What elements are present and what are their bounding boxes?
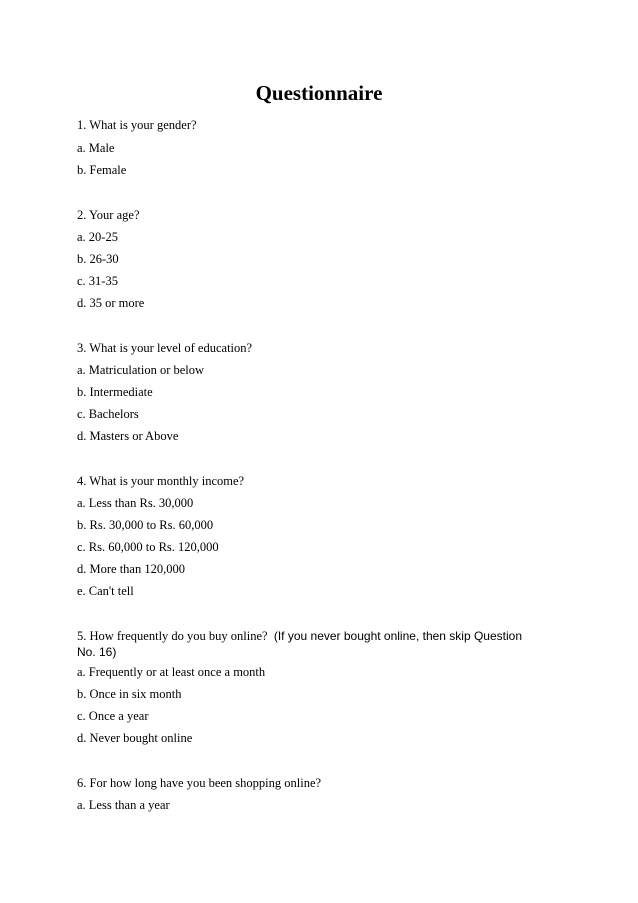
question-4-option-b: b. Rs. 30,000 to Rs. 60,000 [77, 518, 214, 532]
question-4-option-a: a. Less than Rs. 30,000 [77, 496, 194, 510]
question-5-option-c: c. Once a year [77, 709, 149, 723]
question-5-text [77, 628, 522, 644]
question-5-option-d: d. Never bought online [77, 731, 193, 745]
question-1-option-b: b. Female [77, 163, 127, 177]
question-4-option-c: c. Rs. 60,000 to Rs. 120,000 [77, 540, 219, 554]
page-title: Questionnaire [255, 81, 383, 105]
question-4-option-d: d. More than 120,000 [77, 562, 185, 576]
question-5-note-line1: (If you never bought online, then skip Question [273, 629, 522, 643]
question-3-option-c: c. Bachelors [77, 407, 139, 421]
question-2-option-c: c. 31-35 [77, 274, 118, 288]
question-3-option-a: a. Matriculation or below [77, 363, 205, 377]
question-5-note-line2: No. 16) [77, 645, 117, 659]
question-2-text: 2. Your age? [77, 208, 140, 222]
question-5-main: 5. How frequently do you buy online? [77, 629, 268, 643]
question-3-option-b: b. Intermediate [77, 385, 153, 399]
question-2-option-d: d. 35 or more [77, 296, 145, 310]
question-4-text: 4. What is your monthly income? [77, 474, 245, 488]
question-1-text: 1. What is your gender? [77, 118, 197, 132]
question-1-option-a: a. Male [77, 141, 115, 155]
question-3-option-d: d. Masters or Above [77, 429, 179, 443]
question-4-option-e: e. Can't tell [77, 584, 134, 598]
question-6-text: 6. For how long have you been shopping online? [77, 776, 322, 790]
question-6-option-a: a. Less than a year [77, 798, 170, 812]
question-5-option-a: a. Frequently or at least once a month [77, 665, 266, 679]
question-2-option-a: a. 20-25 [77, 230, 118, 244]
question-3-text: 3. What is your level of education? [77, 341, 253, 355]
question-5-option-b: b. Once in six month [77, 687, 182, 701]
question-2-option-b: b. 26-30 [77, 252, 119, 266]
